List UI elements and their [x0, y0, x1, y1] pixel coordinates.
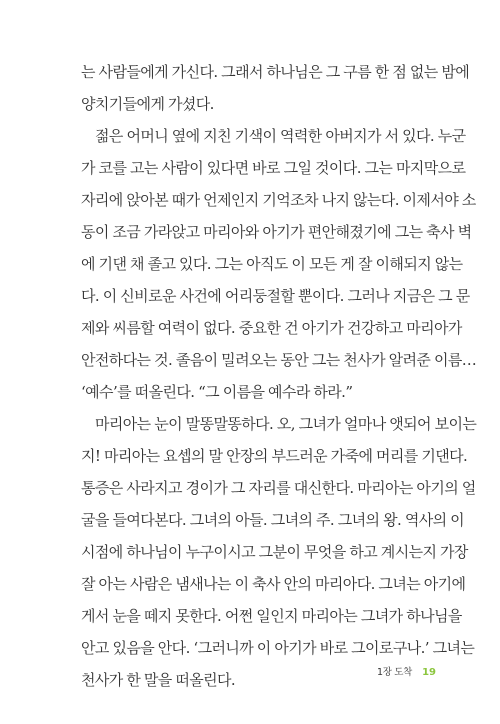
text-line: 자리에 앉아본 때가 언제인지 기억조차 나지 않는다. 이제서야 소 — [81, 191, 476, 209]
text-line: 굴을 들여다본다. 그녀의 아들. 그녀의 주. 그녀의 왕. 역사의 이 — [81, 511, 465, 529]
text-line: 게서 눈을 떼지 못한다. 어쩐 일인지 마리아는 그녀가 하나님을 — [81, 607, 462, 625]
text-line: 통증은 사라지고 경이가 그 자리를 대신한다. 마리아는 아기의 얼 — [81, 479, 476, 497]
text-line: 는 사람들에게 가신다. 그래서 하나님은 그 구름 한 점 없는 밤에 — [81, 63, 470, 81]
page-footer — [0, 664, 436, 678]
text-line: 에 기댄 채 졸고 있다. 그는 아직도 이 모든 게 잘 이해되지 않는 — [81, 255, 463, 273]
text-line: 안고 있음을 안다. ‘그러니까 이 아기가 바로 그이로구나.’ 그녀는 — [81, 639, 475, 657]
text-line: 동이 조금 가라앉고 마리아와 아기가 편안해졌기에 그는 축사 벽 — [81, 223, 472, 241]
text-line: 양치기들에게 가셨다. — [81, 95, 214, 113]
chapter-title: 1장 도착 — [376, 667, 413, 678]
text-line: 시점에 하나님이 누구이시고 그분이 무엇을 하고 계시는지 가장 — [81, 543, 468, 561]
text-line: 안전하다는 것. 졸음이 밀려오는 동안 그는 천사가 알려준 이름… — [81, 351, 477, 369]
text-line: 가 코를 고는 사람이 있다면 바로 그일 것이다. 그는 마지막으로 — [81, 159, 466, 177]
text-line: ‘예수’를 떠올린다. “그 이름을 예수라 하라.” — [81, 383, 353, 401]
text-line: 지! 마리아는 요셉의 말 안장의 부드러운 가죽에 머리를 기댄다. — [81, 447, 468, 465]
text-line: 잘 아는 사람은 냄새나는 이 축사 안의 마리아다. 그녀는 아기에 — [81, 575, 466, 593]
text-line: 천사가 한 말을 떠올린다. — [81, 671, 236, 689]
paragraph-start-line: 젊은 어머니 옆에 지친 기색이 역력한 아버지가 서 있다. 누군 — [95, 127, 466, 145]
page-number: 19 — [422, 667, 436, 678]
text-line: 제와 씨름할 여력이 없다. 중요한 건 아기가 건강하고 마리아가 — [81, 319, 462, 337]
text-line: 다. 이 신비로운 사건에 어리둥절할 뿐이다. 그러나 지금은 그 문 — [81, 287, 470, 305]
paragraph-start-line: 마리아는 눈이 말똥말똥하다. 오, 그녀가 얼마나 앳되어 보이는 — [95, 415, 477, 433]
